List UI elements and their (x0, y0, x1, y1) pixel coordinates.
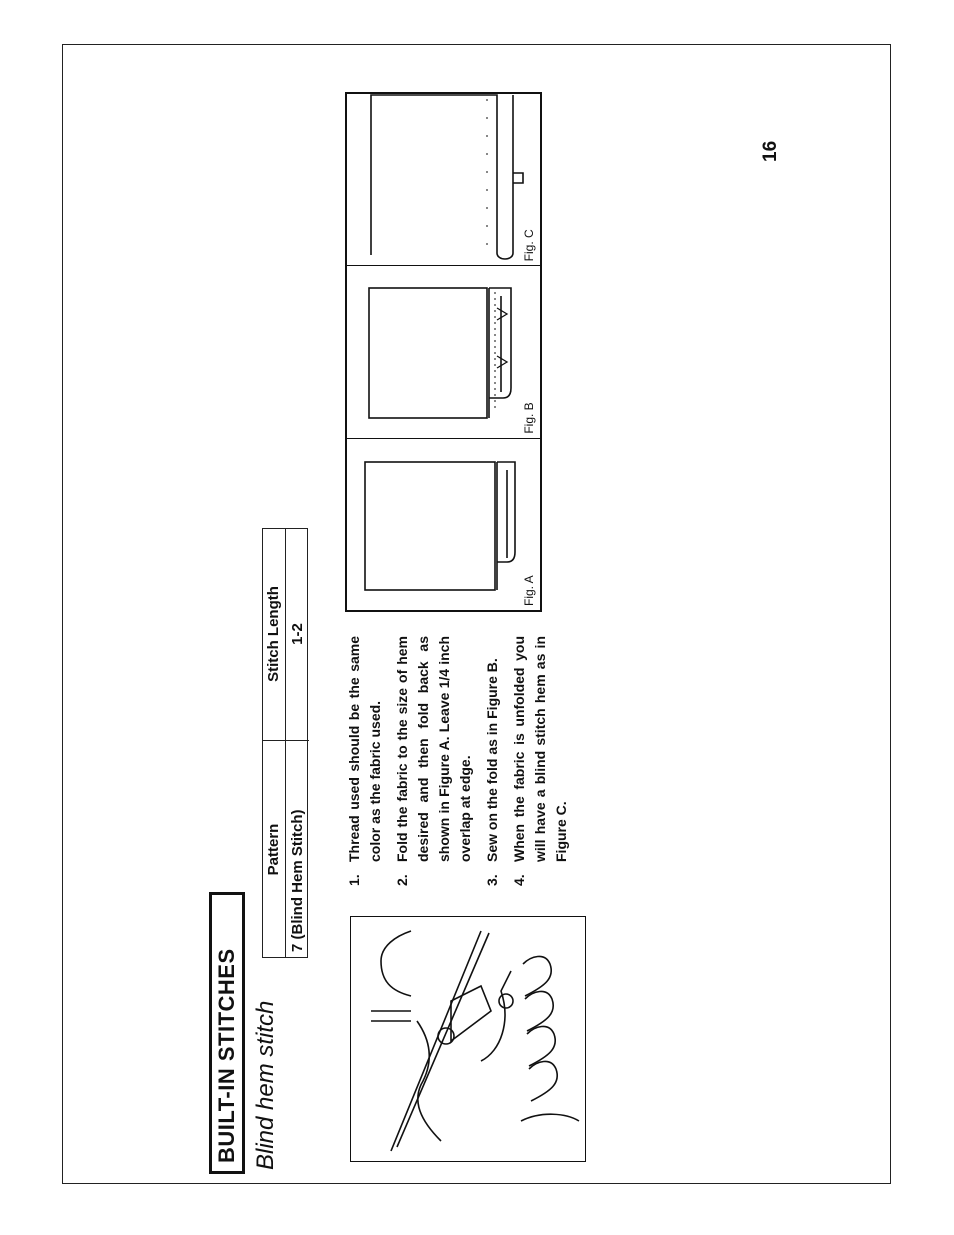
cell-pattern: 7 (Blind Hem Stitch) (286, 741, 310, 959)
sewing-illustration (350, 916, 586, 1162)
page-number: 16 (760, 140, 781, 162)
figure-c-label: Fig. C (522, 229, 536, 262)
rotated-page-content (62, 44, 891, 1184)
figure-a-label: Fig. A (522, 575, 536, 606)
header-stitch-length: Stitch Length (262, 528, 286, 741)
presser-foot-illustration (351, 917, 585, 1161)
table-header-row (262, 528, 286, 958)
pattern-table (262, 528, 309, 958)
cell-stitch-length: 1-2 (289, 623, 306, 645)
header-pattern: Pattern (262, 741, 286, 959)
list-item: 2. Fold the fabric to the size of hem desired and then fold back as shown in Figure A. Leave 1/4 inch overlap at edge. (394, 636, 473, 886)
figure-b (347, 265, 540, 437)
table-row (286, 528, 310, 958)
figure-c (347, 94, 540, 265)
list-item: 4. When the fabric is unfolded you will have a blind stitch hem as in Figure C. (511, 636, 569, 886)
subtitle: Blind hem stitch (252, 1000, 279, 1170)
list-item: 1. Thread used should be the same color as the fabric used. (346, 636, 383, 886)
instruction-list (344, 636, 578, 886)
figure-b-label: Fig. B (522, 402, 536, 434)
list-item: 3. Sew on the fold as in Figure B. (484, 658, 500, 886)
section-title: BUILT-IN STITCHES (209, 892, 245, 1174)
figure-panel (345, 92, 542, 612)
figure-a (347, 438, 540, 610)
